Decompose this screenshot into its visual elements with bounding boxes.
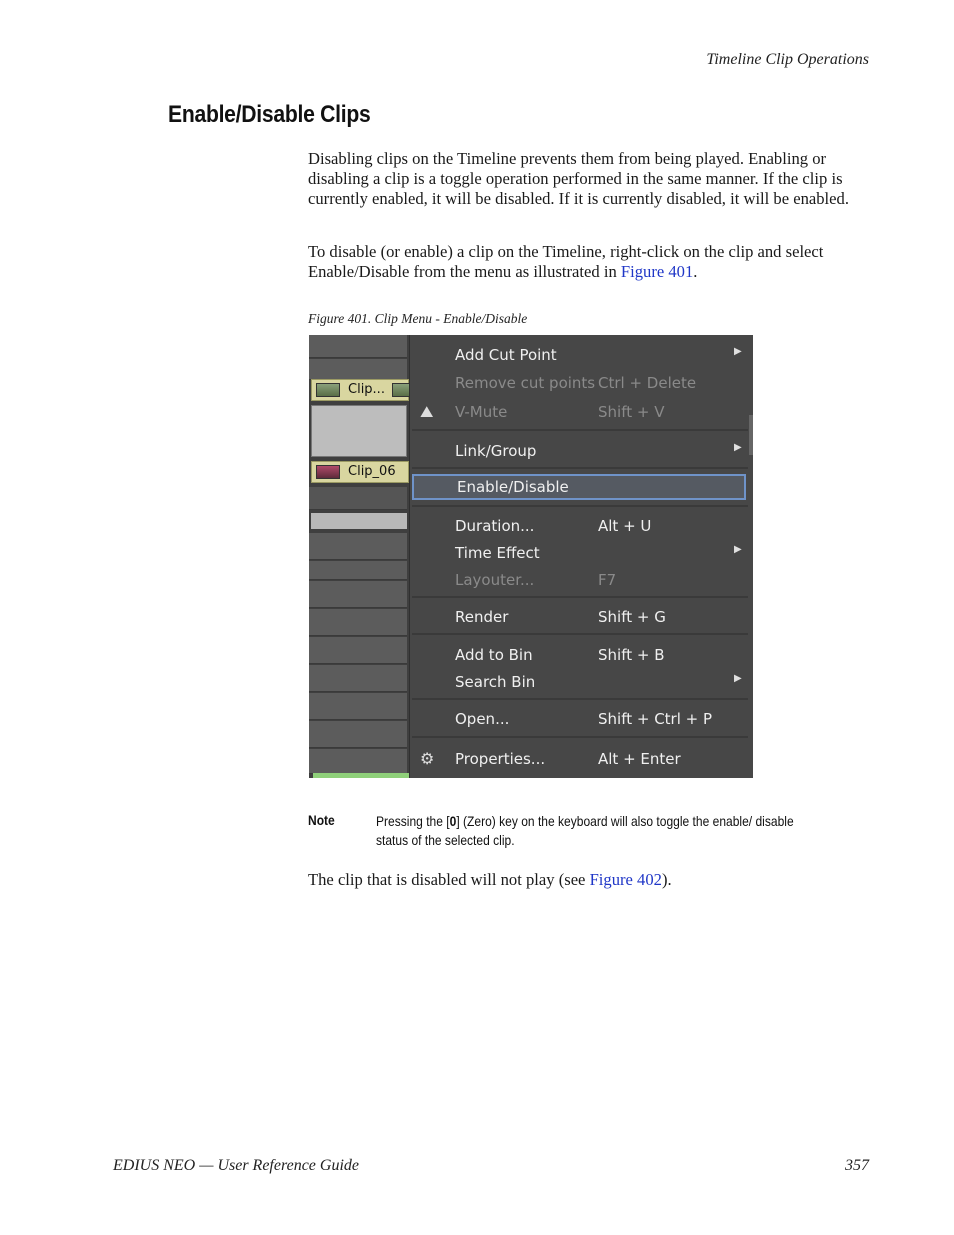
menu-item-layouter[interactable] xyxy=(410,567,750,593)
menu-item-label: Add Cut Point xyxy=(455,346,557,364)
menu-separator xyxy=(412,633,748,635)
track-row xyxy=(309,665,407,692)
menu-item-shortcut: Shift + Ctrl + P xyxy=(598,710,713,728)
menu-item-enable-disable[interactable] xyxy=(412,474,746,500)
menu-separator xyxy=(412,505,748,507)
menu-item-render[interactable] xyxy=(410,604,750,630)
track-area xyxy=(311,513,407,529)
timeline-clip[interactable] xyxy=(311,379,409,401)
intro-paragraph: Disabling clips on the Timeline prevents them from being played. Enabling or disabling a clip is a toggle operation performed in the same manner. If the clip is currently enabled, it will be disabled. If it is currently disabled, it will be enabled. xyxy=(308,149,849,208)
figure-401-link[interactable]: Figure 401 xyxy=(620,262,694,281)
menu-item-time-effect[interactable] xyxy=(410,540,750,566)
track-row xyxy=(309,533,407,560)
track-row xyxy=(309,749,407,774)
menu-item-shortcut: Ctrl + Delete xyxy=(598,374,697,392)
clip-menu-screenshot xyxy=(309,335,753,778)
track-area xyxy=(311,405,407,457)
result-text: The clip that is disabled will not play (see xyxy=(308,870,590,889)
menu-item-label: Search Bin xyxy=(455,673,536,691)
menu-separator xyxy=(412,596,748,598)
track-row xyxy=(309,609,407,636)
note-label: Note xyxy=(308,812,335,828)
clip-thumbnail-icon xyxy=(316,465,340,479)
track-row xyxy=(309,721,407,748)
menu-item-v-mute[interactable] xyxy=(410,399,750,425)
track-area xyxy=(313,773,409,778)
note-text xyxy=(376,812,823,850)
timeline-clip[interactable] xyxy=(311,461,409,483)
track-row xyxy=(309,561,407,580)
submenu-arrow-icon: ▶ xyxy=(734,673,742,684)
footer-guide-title: EDIUS NEO — User Reference Guide xyxy=(113,1157,360,1174)
note-text-end: ] (Zero) key on the keyboard will also toggle the enable/ disable status of the selected clip. xyxy=(376,813,794,848)
menu-scrollbar[interactable] xyxy=(749,415,753,455)
figure-caption: Figure 401. Clip Menu - Enable/Disable xyxy=(308,311,528,326)
submenu-arrow-icon: ▶ xyxy=(734,346,742,357)
menu-item-duration[interactable] xyxy=(410,513,750,539)
menu-item-label: Link/Group xyxy=(455,442,537,460)
menu-item-properties[interactable] xyxy=(410,746,750,772)
menu-item-remove-cut-points[interactable] xyxy=(410,370,750,396)
track-row xyxy=(309,693,407,720)
menu-separator xyxy=(412,467,748,469)
properties-icon: ⚙ xyxy=(420,749,435,768)
menu-item-label: Remove cut points xyxy=(455,374,596,392)
result-paragraph xyxy=(308,870,870,890)
menu-item-label: Open... xyxy=(455,710,510,728)
clip-label: Clip... xyxy=(348,382,385,397)
track-row xyxy=(309,637,407,664)
menu-item-label: Properties... xyxy=(455,750,546,768)
track-row xyxy=(309,359,407,380)
menu-item-shortcut: Shift + V xyxy=(598,403,665,421)
menu-item-shortcut: Shift + B xyxy=(598,646,665,664)
menu-item-add-cut-point[interactable] xyxy=(410,342,750,368)
note-key: 0 xyxy=(449,813,457,829)
menu-item-label: Time Effect xyxy=(455,544,540,562)
track-row xyxy=(309,581,407,608)
menu-item-shortcut: Shift + G xyxy=(598,608,666,626)
instruction-paragraph xyxy=(308,242,870,282)
menu-item-add-to-bin[interactable] xyxy=(410,642,750,668)
menu-item-shortcut: Alt + Enter xyxy=(598,750,681,768)
footer-page-number: 357 xyxy=(845,1157,869,1174)
instruction-text: To disable (or enable) a clip on the Timeline, right-click on the clip and select Enable/Disable from the menu as illustrated in xyxy=(308,242,824,281)
menu-separator xyxy=(412,736,748,738)
note-text-start: Pressing the [ xyxy=(376,813,450,829)
track-row xyxy=(309,335,407,358)
menu-item-open[interactable] xyxy=(410,706,750,732)
timeline-tracks xyxy=(309,335,409,778)
running-head: Timeline Clip Operations xyxy=(706,51,869,68)
context-menu xyxy=(409,335,753,778)
result-end: ). xyxy=(661,870,672,889)
menu-item-label: Add to Bin xyxy=(455,646,533,664)
track-row xyxy=(309,487,407,510)
menu-item-label: Render xyxy=(455,608,509,626)
menu-item-label: Layouter... xyxy=(455,571,535,589)
menu-item-link-group[interactable] xyxy=(410,438,750,464)
menu-item-shortcut: Alt + U xyxy=(598,517,652,535)
menu-item-shortcut: F7 xyxy=(598,571,617,589)
clip-label: Clip_06 xyxy=(348,464,396,479)
instruction-end: . xyxy=(693,262,698,281)
submenu-arrow-icon: ▶ xyxy=(734,544,742,555)
menu-item-label: Duration... xyxy=(455,517,535,535)
menu-item-label: Enable/Disable xyxy=(457,478,569,496)
section-title: Enable/Disable Clips xyxy=(168,101,371,128)
clip-thumbnail-icon xyxy=(316,383,340,397)
menu-separator xyxy=(412,429,748,431)
figure-402-link[interactable]: Figure 402 xyxy=(589,870,662,889)
menu-item-search-bin[interactable] xyxy=(410,669,750,695)
submenu-arrow-icon: ▶ xyxy=(734,442,742,453)
menu-separator xyxy=(412,698,748,700)
menu-item-label: V-Mute xyxy=(455,403,508,421)
v-mute-icon: ⛰ xyxy=(420,402,434,421)
